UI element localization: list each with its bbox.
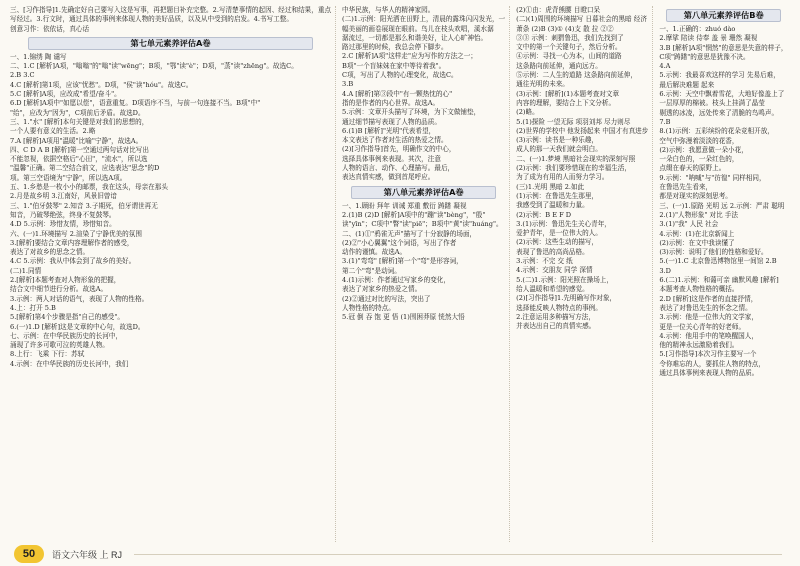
answer-line: 3.D <box>659 266 671 275</box>
answer-line: 成人的那一天我们就会明白。 <box>516 145 602 154</box>
answer-line: 4.示例：他用手中的笔唤醒国人， <box>659 331 758 340</box>
answer-line: 四、C D A B [解析]第一空通过两句话对比写出 <box>10 145 149 154</box>
answer-line: 涌现了许多可歌可泣的英雄人物。 <box>10 341 109 350</box>
answer-line: 4.上：打开 5.B <box>10 303 56 312</box>
answer-line: (1)示例：在鲁迅先生那里， <box>516 191 599 200</box>
answer-line: 3.B [解析]A项"惘然"的意思是失意的样子， <box>659 43 788 52</box>
answer-line: 4.示例：在中华民族的历史长河中，我们 <box>10 359 129 368</box>
answer-line: 2.(1)B (2)D [解析]A项中的"蹦"读"bèng"，"殷" <box>342 210 486 219</box>
answer-line: ③③ 示例：刺猬鲁迅，我们先找到了 <box>516 33 624 42</box>
answer-line: 通往光明的未来。 <box>516 80 569 89</box>
answer-line: 一、1.顾盼 拜年 训诫 郑重 敷衍 踌躇 凝视 <box>342 201 467 210</box>
answer-line: 第二个"弯"是动词。 <box>342 266 401 275</box>
answer-line: 5.C [解析]A项，应改成"希望/奋斗"。 <box>10 90 121 99</box>
answer-line: 五、1.乡愁是一枚小小的邮票，我在这头，母亲在那头 <box>10 183 168 192</box>
answer-line: 一、1.正确的：zhuó dào <box>659 25 736 33</box>
answer-line: 5.[解析]第4个步骤是指"自己的感受"。 <box>10 313 125 322</box>
answer-line: ④示例：寻找一心为本，山间的道路 <box>516 52 622 61</box>
answer-line: 表达了对鲁迅先生的怀念之情。 <box>659 303 752 312</box>
answer-line: (三)1.光明 黑暗 2.如此 <box>516 182 585 191</box>
answer-line: (2)示例：这些生动的描写， <box>516 238 599 247</box>
answer-line: 5.示例：我最喜欢这样的学习 先易后难， <box>659 71 780 80</box>
column-container <box>10 6 792 542</box>
answer-line: 2.C [解析]A项"这样走"应为写作的方法之一； <box>342 52 477 61</box>
answer-line: 知音，乃破琴绝弦，终身不复鼓琴。 <box>10 210 116 219</box>
answer-line: 幅美丽的画卷展现在眼前。鸟儿在枝头欢唱，溪水潺 <box>342 24 494 33</box>
answer-line: 动作的谨慎。故选A。 <box>342 248 407 257</box>
answer-line: (二)(1)周围的环境描写 日暮社会的黑暗 经济 <box>516 15 647 24</box>
answer-line: (3)示例：说明了他们的性格和爱好。 <box>659 248 768 257</box>
answer-line: (2)示例：在文中我读懂了 <box>659 238 735 247</box>
answer-line: 都是对现实的深刻思考。 <box>659 192 732 201</box>
answer-line: 2.月是故乡明 3.江南好，风景旧曾谙 <box>10 192 117 201</box>
answer-line: 7.A [解析]A项用"温暖"比喻"宁静"，故选A。 <box>10 136 143 145</box>
answer-line: 给人温暖和希望的感觉。 <box>516 284 589 293</box>
answer-line: 指的是作者的内心世界。故选A。 <box>342 98 440 107</box>
answer-line: 剔透的冰凌，远处传来了清脆的鸟鸣声。 <box>659 108 779 117</box>
answer-line: 他的精神永远激励着我们。 <box>659 341 739 350</box>
answer-line: 4.C 5.示例：我从中体会到了故乡的美好。 <box>10 257 136 266</box>
answer-line: (2)[习作指导]首先，明确作文的中心， <box>342 145 456 154</box>
page-footer <box>0 542 800 566</box>
answer-line: 4.A <box>659 62 671 71</box>
answer-line: (3)示例：[解析](1)本题考查对文章 <box>516 89 620 98</box>
answer-line: 二、1.C [解析]A项，"嗡嗡"的"嗡"读"wēng"；B项，"鄂"读"è"；D项，"蒸"读"zhēng"。故选C。 <box>10 62 298 71</box>
answer-line: (二)1.示例：阳光洒在田野上，清晨的露珠闪闪发光，一 <box>342 15 506 24</box>
answer-line: 8.(1)示例：五彩缤纷的花朵竞相开放， <box>659 127 774 136</box>
answer-line: 5.冠 倒 吞 饱 更 悟 (1)围困莽原 恍然大悟 <box>342 313 465 322</box>
answer-line: 3.[解析]要结合文章内容理解作者的感受， <box>10 238 134 247</box>
answer-line: (二)1.同情 <box>10 266 42 275</box>
answer-line: 6.(1)B [解析]"光明"代表希望， <box>342 126 436 135</box>
answer-line: (2)①由：虎背熊腰 目瞪口呆 <box>516 6 601 14</box>
answer-line: 本文表达了作者对生活的热爱之情。 <box>342 136 448 145</box>
answer-line: 结合文中细节进行分析。故选A。 <box>10 285 108 294</box>
answer-line: "给"，应改为"因为"，C项前后矛盾。故选D。 <box>10 108 145 117</box>
answer-line: 6.(二)1.示例：和蔼可亲 幽默风趣 [解析] <box>659 276 779 285</box>
answer-line: 4.示例：(1)在北京新闻上 <box>659 229 735 238</box>
answer-line: 3.(1)"弯弯" [解析]第一个"弯"是形容词， <box>342 257 463 266</box>
answer-line: (2)略。 <box>516 108 539 117</box>
answer-line: 7.B <box>659 117 671 126</box>
book-label: 语文六年级 上 RJ <box>52 549 123 560</box>
answer-line: (2)示例：B E F D <box>516 210 572 219</box>
answer-line: 三、[习作指导]1.先确定好自己要写入这是写事，再把题目补充完整。2.写清楚事情的起因、经过和结果，重点 <box>10 6 332 14</box>
answer-line: 6.(一)1.D [解析]这是文章的中心句，故选D。 <box>10 322 145 331</box>
answer-line: 通过具体事例来表现人物的品质。 <box>659 368 759 377</box>
answer-line: 空气中弥漫着淡淡的花香， <box>659 136 739 145</box>
answer-line: 点缀在春天的原野上。 <box>659 164 726 173</box>
answer-line: 人物的语言、动作、心理描写。最后， <box>342 164 455 173</box>
section-title: 第八单元素养评估B卷 <box>666 9 781 22</box>
answer-line: 一、1.锦绣 陶 谴写 <box>10 52 67 61</box>
answer-line: 爱护青年，是一位伟大的人。 <box>516 229 602 238</box>
answer-line: 七、示例：在中华民族历史的长河中， <box>10 331 123 340</box>
answer-line: 文中的第一个关键句子，然后分析。 <box>516 43 622 52</box>
answer-line: 二、(1)①"鸦雀无声"描写了十分寂静的场面， <box>342 229 477 238</box>
answer-line: 5.[习作指导]本次习作主要写一个 <box>659 350 757 359</box>
answer-line: 表达了对家乡的热爱之情。 <box>342 285 422 294</box>
answer-line: 3.(1)"我" 人民 社会 <box>659 220 719 229</box>
answer-line: 9.示例："呐喊"与"彷徨" 同样相同， <box>659 173 766 182</box>
answer-line: 一层厚厚的棉被。枝头上挂满了晶莹 <box>659 99 765 108</box>
answer-line: 创意习作：依依话，真心话 <box>10 24 90 33</box>
answer-line: 不能忽视，依据空格后"心田"，"流水"，所以选 <box>10 155 148 164</box>
answer-line: (2)示例：我愿意做一朵小花， <box>659 145 748 154</box>
answer-line: 5.示例：文章开头描写了环境，为下文做铺垫， <box>342 108 481 117</box>
answer-line: 本题考查人物性格的概括。 <box>659 285 739 294</box>
answer-line: (2)②"小心翼翼"这个词语，写出了作者 <box>342 238 457 247</box>
footer-divider <box>134 554 782 555</box>
answer-line: 人物性格的特点。 <box>342 303 395 312</box>
answer-line: 二、(一)1.梦境 黑暗社会现实的深刻写照 <box>516 154 636 163</box>
answer-line: 4.A [解析]第③段中"有一颗热忱的心" <box>342 89 453 98</box>
answer-line: 萧条 (2)B (3)① (4)支 散 拉 ②② <box>516 24 614 33</box>
answer-line: 2.摩挲 陪读 侍奉 盖 景 珊然 凝视 <box>659 34 758 43</box>
answer-line: 2.[解析]本题考查对人物形象的把握， <box>10 276 121 285</box>
page-number: 50 <box>14 545 44 563</box>
answer-line: 3.(1)示例：鲁迅先生关心青年， <box>516 219 611 228</box>
answer-line: "温馨"正确。第二空结合前文，应选表达"思念"的D <box>10 164 160 173</box>
answer-line: 2.B 3.C <box>10 71 35 80</box>
answer-line: (2)②通过对比的写法，突出了 <box>342 294 431 303</box>
answer-line: 令你难忘的人，要抓住人物的特点， <box>659 359 765 368</box>
answer-line: 六、(一)1.环境描写 2.渲染了宁静优美的氛围 <box>10 229 142 238</box>
text-column-1 <box>10 6 336 542</box>
text-column-2 <box>342 6 510 542</box>
text-column-3 <box>516 6 653 542</box>
answer-line: 5.(二)1.示例：阳光照在操场上， <box>516 275 613 284</box>
answer-line: 4.D 5.示例：珍惜友情，珍惜知音。 <box>10 220 116 229</box>
answer-line: 并表达出自己的真情实感。 <box>516 322 596 331</box>
answer-line: 2.D [解析]这是作者的直接抒情， <box>659 294 758 303</box>
answer-line: (2)世界的学校中 他发扬起来 中国才有真进步 <box>516 126 649 135</box>
answer-line: (2)[习作指导]1.先明确写作对象， <box>516 294 617 303</box>
answer-line: 三、1."伯牙鼓琴" 2.知音 3.子期死，伯牙谓世再无 <box>10 201 158 210</box>
answer-line: 这条路向前延伸，通向远方。 <box>516 61 602 70</box>
answer-line: C项"踌躇"的意思是犹豫不决。 <box>659 52 750 61</box>
answer-line: 选择具体事例来表现。其次，注意 <box>342 154 441 163</box>
answer-line: 中华民族，与华人的精神家园。 <box>342 6 435 14</box>
answer-line: (3)示例：读书是一种乐趣， <box>516 136 599 145</box>
answer-line: 三、(一)1.原路 光明 远 2.示例：严肃 聪明 <box>659 201 785 210</box>
answer-line: 表达了对故乡的思念之情。 <box>10 248 90 257</box>
answer-line: 三、1."水" [解析]本句关键是对我们的思想的， <box>10 117 149 126</box>
answer-line: 表达真情实感，做到首尾呼应。 <box>342 173 435 182</box>
section-title: 第八单元素养评估A卷 <box>351 186 497 199</box>
section-title: 第七单元素养评估A卷 <box>28 37 313 50</box>
answer-line: 3.示例：不完 交 纸 <box>516 257 573 266</box>
answer-line: 2.注意运用多种描写方法， <box>516 312 595 321</box>
answer-line: 写经过。3.行文时，通过具体的事例来体现人物的美好品质，以及从中受到的启发。4.书写工整。 <box>10 15 293 24</box>
answer-line: 2.(1)"人物形象" 对比 手法 <box>659 210 738 219</box>
answer-line: 3.示例：他是一位伟大的文学家， <box>659 313 758 322</box>
answer-line: 项。第三空语境为"宁静"，所以选A项。 <box>10 173 127 182</box>
answer-line: ⑤示例：二人生的道路 这条路向前延伸， <box>516 71 637 80</box>
answer-line: 潺流过，一切都是那么和谐美好，让人心旷神怡。 <box>342 33 488 42</box>
answer-line: 5.(一)1.C 北京鲁迅博物馆里一间馆 2.B <box>659 257 777 266</box>
answer-line: 4.示例：交朋友 同学 深情 <box>516 266 593 275</box>
answer-line: 我感受到了温暖和力量。 <box>516 201 589 210</box>
answer-line: 6.示例：天空中飘着雪花，大地好像盖上了 <box>659 90 785 99</box>
answer-line: 表现了鲁迅的高尚品格。 <box>516 247 589 256</box>
answer-line: 选择能反映人物特点的事例。 <box>516 303 602 312</box>
answer-line: 通过细节描写表现了人物的品质。 <box>342 117 441 126</box>
answer-line: 8.上行：飞乘 下行：苏轼 <box>10 350 85 359</box>
text-column-4 <box>659 6 792 542</box>
answer-line: 4.(1)示例：作者通过写家乡的变化， <box>342 276 450 285</box>
answer-line: 最后解决难题 起来 <box>659 80 715 89</box>
answer-line: 一个人要有意义的生活。2.略 <box>10 127 96 136</box>
answer-line: 更是一位关心青年的好老师。 <box>659 322 746 331</box>
answer-line: B项"一个盲妹妹在家中等待着我"。 <box>342 61 446 70</box>
answer-line: (2)示例：我们要珍惜现在的幸福生活， <box>516 164 631 173</box>
answer-line: 为了成为有用的人而努力学习。 <box>516 173 609 182</box>
answer-line: 5.(1)探险 一望无际 项羽刘邦 尽力则尽 <box>516 117 631 126</box>
answer-line: C项，写出了人物的心理变化，故选C。 <box>342 71 458 80</box>
answer-line: 路过那里的时候，我总会停下脚步。 <box>342 43 448 52</box>
answer-line: 读"yīn"；C项中"瞥"读"piē"；B项中"黄"读"huáng"。 <box>342 220 503 229</box>
answer-line: 在鲁迅先生看来， <box>659 183 713 192</box>
answer-line: 内容的理解，要结合上下文分析。 <box>516 98 616 107</box>
answer-line: 一朵白色的，一朵红色的， <box>659 155 739 164</box>
answer-line: 3.B <box>342 80 354 89</box>
answer-line: 4.C [解析]第1项，应该"忧愁"。D项，"侯"读"hóu"。故选C。 <box>10 80 193 89</box>
answer-line: 3.示例：两人对话的语气，表现了人物的性格。 <box>10 294 149 303</box>
answer-line: 6.D [解析]A项中"如愿以偿"，语意重复。D项语序不当，与前一句连接不当。B项"中" <box>10 99 261 108</box>
